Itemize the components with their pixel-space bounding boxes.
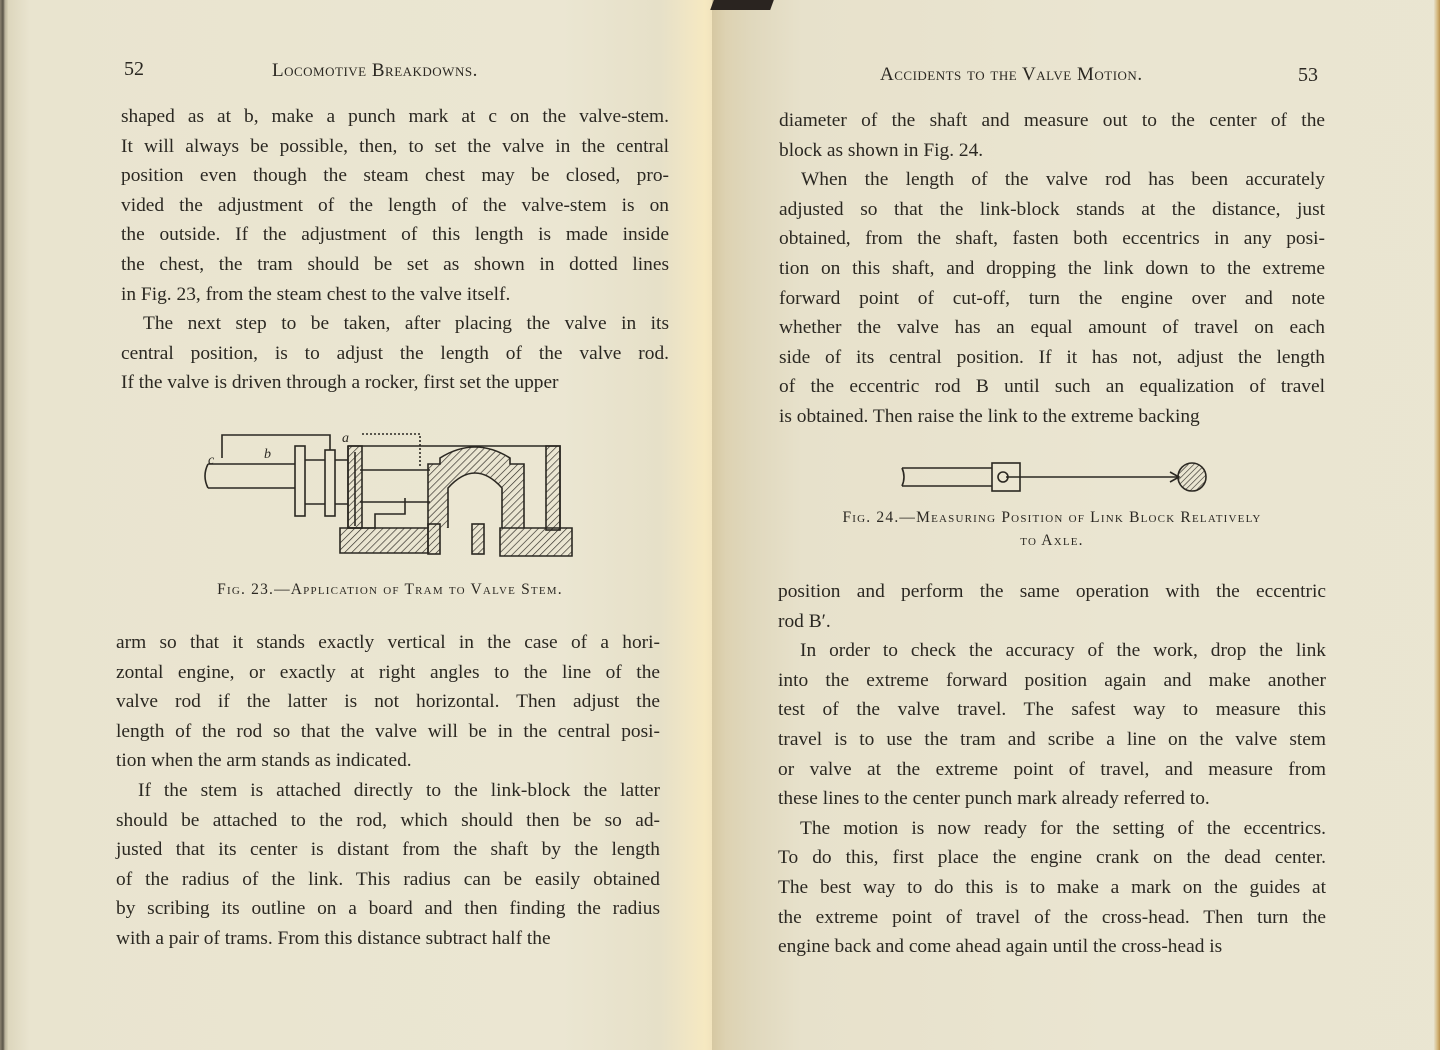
text-line: travel is to use the tram and scribe a line on the valve stem — [778, 728, 1326, 750]
text-line: with a pair of trams. From this distance subtract half the — [116, 927, 551, 949]
text-line: of the eccentric rod B until such an equalization of travel — [779, 376, 1325, 398]
text-line: side of its central position. If it has not, adjust the length — [779, 346, 1325, 368]
figure-23-caption: Fig. 23.—Application of Tram to Valve Stem. — [217, 581, 563, 598]
running-head: Locomotive Breakdowns. — [272, 60, 478, 81]
text-line: into the extreme forward position again and make another — [778, 669, 1326, 691]
running-head: Accidents to the Valve Motion. — [880, 64, 1143, 85]
text-line: justed that its center is distant from the shaft by the length — [116, 839, 660, 861]
text-line: these lines to the center punch mark already referred to. — [778, 788, 1210, 810]
text-line: obtained, from the shaft, fasten both eccentrics in any posi- — [779, 228, 1325, 250]
text-line: tion when the arm stands as indicated. — [116, 750, 412, 772]
text-line: block as shown in Fig. 24. — [779, 139, 984, 161]
text-block — [779, 106, 1325, 432]
text-line: forward point of cut-off, turn the engine over and note — [779, 287, 1325, 309]
text-line: When the length of the valve rod has been accurately — [801, 169, 1325, 191]
text-line: In order to check the accuracy of the work, drop the link — [800, 640, 1326, 662]
text-line: position even though the steam chest may be closed, pro- — [121, 165, 669, 187]
text-line: The motion is now ready for the setting of the eccentrics. — [800, 817, 1326, 839]
text-line: The best way to do this is to make a mark on the guides at — [778, 876, 1326, 898]
text-line: tion on this shaft, and dropping the link down to the extreme — [779, 257, 1325, 279]
text-line: shaped as at b, make a punch mark at c on the valve-stem. — [121, 106, 669, 127]
text-line: the chest, the tram should be set as shown in dotted lines — [121, 253, 669, 275]
svg-text:c: c — [208, 453, 215, 468]
text-line: should be attached to the rod, which should then be so ad- — [116, 809, 660, 831]
figure-24-caption: Fig. 24.—Measuring Position of Link Block Relatively to Axle. — [842, 509, 1262, 549]
page-number: 52 — [124, 58, 144, 80]
text-line: of the radius of the link. This radius can be easily obtained — [116, 868, 660, 890]
text-line: in Fig. 23, from the steam chest to the valve itself. — [121, 283, 511, 305]
text-line: engine back and come ahead again until the cross-head is — [778, 936, 1223, 958]
book-binding-shadow — [710, 0, 774, 10]
right-page — [712, 0, 1440, 1050]
page-edge — [1434, 0, 1440, 1050]
figure-23-valve-diagram — [200, 428, 580, 560]
svg-text:b: b — [264, 447, 271, 462]
text-line: It will always be possible, then, to set the valve in the central — [121, 135, 669, 157]
text-line: position and perform the same operation with the eccentric — [778, 581, 1326, 602]
page-number: 53 — [1298, 64, 1318, 86]
figure-24-link-block-diagram — [900, 458, 1212, 498]
text-line: whether the valve has an equal amount of travel on each — [779, 317, 1325, 339]
text-line: If the stem is attached directly to the link-block the latter — [138, 779, 660, 801]
text-line: vided the adjustment of the length of the valve-stem is on — [121, 194, 669, 216]
text-line: valve rod if the latter is not horizontal. Then adjust the — [116, 691, 660, 713]
text-line: the extreme point of travel of the cross-head. Then turn the — [778, 906, 1326, 928]
text-line: arm so that it stands exactly vertical in the case of a hori- — [116, 632, 660, 653]
text-block — [116, 628, 660, 954]
text-block — [778, 577, 1326, 962]
text-line: rod B′. — [778, 610, 831, 632]
svg-text:a: a — [342, 431, 349, 446]
text-line: test of the valve travel. The safest way to measure this — [778, 699, 1326, 721]
text-line: is obtained. Then raise the link to the extreme backing — [779, 405, 1200, 427]
text-line: the outside. If the adjustment of this length is made inside — [121, 224, 669, 246]
text-block — [121, 102, 669, 398]
text-line: To do this, first place the engine crank on the dead center. — [778, 847, 1326, 869]
text-line: adjusted so that the link-block stands at the distance, just — [779, 198, 1325, 220]
text-line: diameter of the shaft and measure out to the center of the — [779, 110, 1325, 131]
text-line: central position, is to adjust the length of the valve rod. — [121, 342, 669, 364]
text-line: by scribing its outline on a board and then finding the radius — [116, 898, 660, 920]
text-line: or valve at the extreme point of travel, and measure from — [778, 758, 1326, 780]
text-line: zontal engine, or exactly at right angles to the line of the — [116, 661, 660, 683]
page-edge — [0, 0, 8, 1050]
text-line: length of the rod so that the valve will be in the central posi- — [116, 720, 660, 742]
text-line: If the valve is driven through a rocker, first set the upper — [121, 372, 559, 394]
left-page — [0, 0, 712, 1050]
text-line: The next step to be taken, after placing the valve in its — [143, 313, 669, 335]
